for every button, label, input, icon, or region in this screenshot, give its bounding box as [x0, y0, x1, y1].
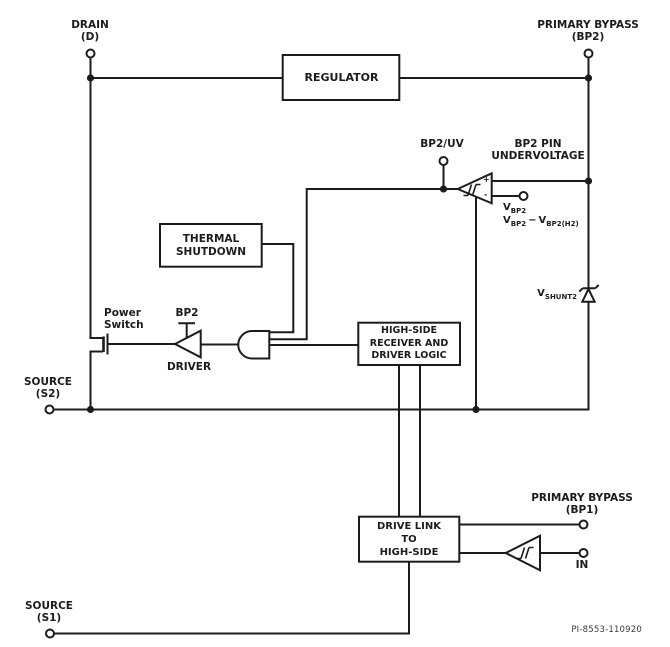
junction-dot	[585, 177, 592, 184]
bp2-uv-label: BP2/UV	[420, 138, 464, 150]
thermal-shutdown-label: THERMAL SHUTDOWN	[175, 232, 247, 258]
vbp2-hysteresis-label: $V_{BP2} - V_{BP2(H2)}$	[503, 215, 579, 228]
drain-label: DRAIN (D)	[71, 19, 109, 43]
in-label: IN	[575, 559, 589, 571]
junction-dot	[87, 406, 94, 413]
terminal-bp2	[585, 50, 593, 58]
comparator-minus-sign: -	[484, 190, 488, 199]
driver-triangle	[175, 331, 201, 358]
source-s2-label: SOURCE (S2)	[24, 376, 72, 400]
regulator-label: REGULATOR	[304, 71, 379, 84]
vshunt2-label: $V_{SHUNT2}$	[537, 288, 577, 301]
high-side-logic-label: HIGH-SIDE RECEIVER AND DRIVER LOGIC	[369, 325, 449, 362]
drive-link-label: DRIVE LINK TO HIGH-SIDE	[377, 521, 441, 558]
wire-comparator-output	[269, 189, 457, 339]
wire-drain	[91, 58, 104, 339]
terminal-s1	[46, 630, 54, 638]
driver-bp2-label: BP2	[175, 307, 199, 319]
wire-drive-links	[399, 365, 420, 517]
junction-dot	[585, 74, 592, 81]
and-gate	[238, 331, 269, 359]
part-number: PI-8553-110920	[571, 625, 642, 635]
wire-s1	[54, 562, 409, 634]
junction-dot	[440, 185, 447, 192]
terminal-in	[580, 549, 588, 557]
power-switch-label: Power Switch	[104, 307, 144, 331]
mosfet-symbol	[104, 334, 108, 355]
wire-source	[91, 352, 104, 410]
primary-bypass-bp1-label: PRIMARY BYPASS (BP1)	[531, 492, 633, 516]
terminal-vbp2-ref	[520, 192, 528, 200]
junction-dot	[87, 74, 94, 81]
terminal-s2	[46, 406, 54, 414]
terminal-bp2uv	[440, 157, 448, 165]
zener-diode	[579, 285, 598, 302]
terminal-bp1	[580, 521, 588, 529]
driver-label: DRIVER	[166, 361, 212, 373]
source-s1-label: SOURCE (S1)	[25, 600, 73, 624]
undervoltage-title: BP2 PIN UNDERVOLTAGE	[491, 138, 585, 162]
vbp2-ref-label: $V_{BP2}$	[503, 202, 527, 215]
terminal-drain	[87, 50, 95, 58]
comparator-plus-sign: +	[483, 175, 490, 184]
junction-dot	[472, 406, 479, 413]
primary-bypass-bp2-label: PRIMARY BYPASS (BP2)	[537, 19, 639, 43]
wire-thermal	[262, 244, 294, 332]
